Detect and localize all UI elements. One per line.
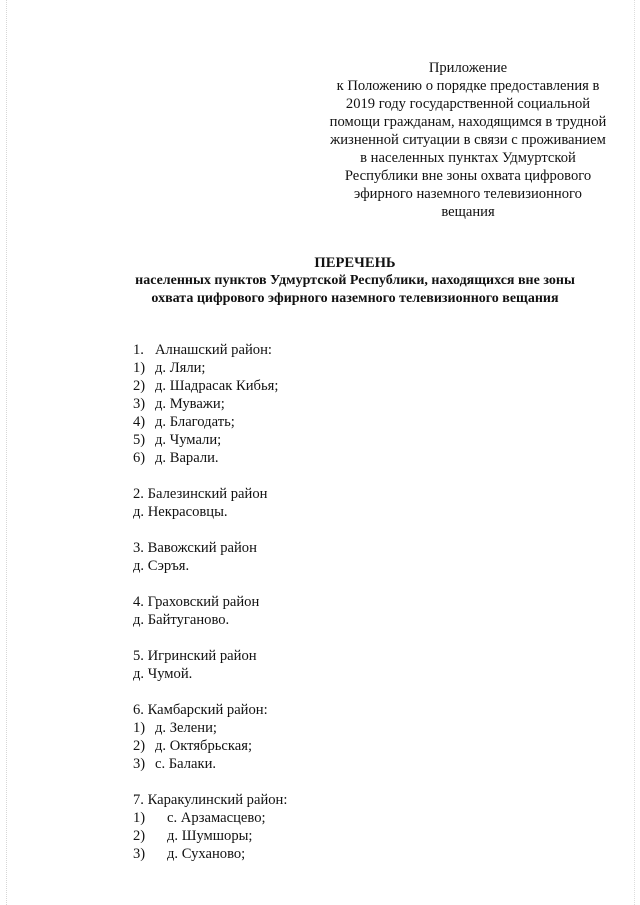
item-text: д. Суханово; <box>167 846 246 862</box>
district-karakulinsky <box>133 791 553 863</box>
appendix-line: помощи гражданам, находящимся в трудной <box>329 114 607 130</box>
list-item <box>133 845 553 863</box>
item-text: д. Сэръя. <box>133 558 190 574</box>
district-number: 1. <box>133 342 144 358</box>
item-number: 3) <box>133 846 146 862</box>
list-item <box>133 449 553 467</box>
list-item <box>133 809 553 827</box>
district-name: Алнашский район: <box>155 342 272 358</box>
district-number: 4. <box>133 594 144 610</box>
district-heading <box>133 701 553 719</box>
title-subtitle-line-1: населенных пунктов Удмуртской Республики, находящихся вне зоны <box>135 273 575 288</box>
item-number: 3) <box>133 396 146 412</box>
item-number: 5) <box>133 432 146 448</box>
appendix-line: жизненной ситуации в связи с проживанием <box>330 132 606 148</box>
item-text: д. Благодать; <box>155 414 235 430</box>
district-number: 6. <box>133 702 144 718</box>
item-number: 2) <box>133 828 146 844</box>
item-text: д. Муважи; <box>155 396 225 412</box>
list-item <box>133 431 553 449</box>
item-text: д. Байтуганово. <box>133 612 230 628</box>
item-text: д. Чумой. <box>133 666 193 682</box>
list-item <box>133 611 553 629</box>
district-heading <box>133 341 553 359</box>
district-number: 5. <box>133 648 144 664</box>
list-item <box>133 719 553 737</box>
list-item <box>133 377 553 395</box>
item-text: д. Варали. <box>155 450 219 466</box>
district-kambarsky <box>133 701 553 773</box>
item-number: 2) <box>133 378 146 394</box>
list-item <box>133 755 553 773</box>
item-text: д. Шумшоры; <box>167 828 253 844</box>
district-number: 7. <box>133 792 144 808</box>
item-number: 2) <box>133 738 146 754</box>
item-text: д. Ляли; <box>155 360 206 376</box>
list-item <box>133 395 553 413</box>
appendix-line: Приложение <box>428 60 508 76</box>
list-item <box>133 503 553 521</box>
item-number: 1) <box>133 720 146 736</box>
district-name: Вавожский район <box>147 540 257 556</box>
item-text: с. Арзамасцево; <box>167 810 266 826</box>
list-item <box>133 557 553 575</box>
district-alnashsky <box>133 341 553 467</box>
district-name: Граховский район <box>147 594 260 610</box>
district-name: Игринский район <box>147 648 257 664</box>
district-balezinsky <box>133 485 553 521</box>
item-number: 4) <box>133 414 146 430</box>
district-heading <box>133 539 553 557</box>
district-heading <box>133 593 553 611</box>
appendix-line: 2019 году государственной социальной <box>345 96 591 112</box>
item-text: д. Октябрьская; <box>155 738 253 754</box>
district-heading <box>133 791 553 809</box>
appendix-line: вещания <box>441 204 495 220</box>
scan-edge-left <box>6 0 8 905</box>
appendix-line: эфирного наземного телевизионного <box>354 186 582 202</box>
item-number: 1) <box>133 360 146 376</box>
appendix-line: в населенных пунктах Удмуртской <box>360 150 576 166</box>
district-number: 3. <box>133 540 144 556</box>
document-title <box>60 254 640 308</box>
item-text: д. Чумали; <box>155 432 222 448</box>
item-number: 3) <box>133 756 146 772</box>
item-text: с. Балаки. <box>155 756 217 772</box>
district-name: Каракулинский район: <box>147 792 288 808</box>
district-igrinsky <box>133 647 553 683</box>
appendix-header <box>300 59 636 221</box>
district-vavozhsky <box>133 539 553 575</box>
item-text: д. Зелени; <box>155 720 217 736</box>
district-name: Камбарский район: <box>147 702 268 718</box>
district-heading <box>133 485 553 503</box>
title-main: ПЕРЕЧЕНЬ <box>314 255 396 271</box>
list-item <box>133 665 553 683</box>
list-item <box>133 413 553 431</box>
district-heading <box>133 647 553 665</box>
list-item <box>133 827 553 845</box>
list-item <box>133 737 553 755</box>
title-subtitle-line-2: охвата цифрового эфирного наземного телевизионного вещания <box>151 291 559 306</box>
item-text: д. Шадрасак Кибья; <box>155 378 279 394</box>
item-number: 1) <box>133 810 146 826</box>
appendix-line: к Положению о порядке предоставления в <box>336 78 600 94</box>
district-number: 2. <box>133 486 144 502</box>
settlement-list <box>133 341 553 881</box>
appendix-line: Республики вне зоны охвата цифрового <box>344 168 592 184</box>
list-item <box>133 359 553 377</box>
district-grakhovsky <box>133 593 553 629</box>
district-name: Балезинский район <box>147 486 268 502</box>
item-number: 6) <box>133 450 146 466</box>
item-text: д. Некрасовцы. <box>133 504 228 520</box>
